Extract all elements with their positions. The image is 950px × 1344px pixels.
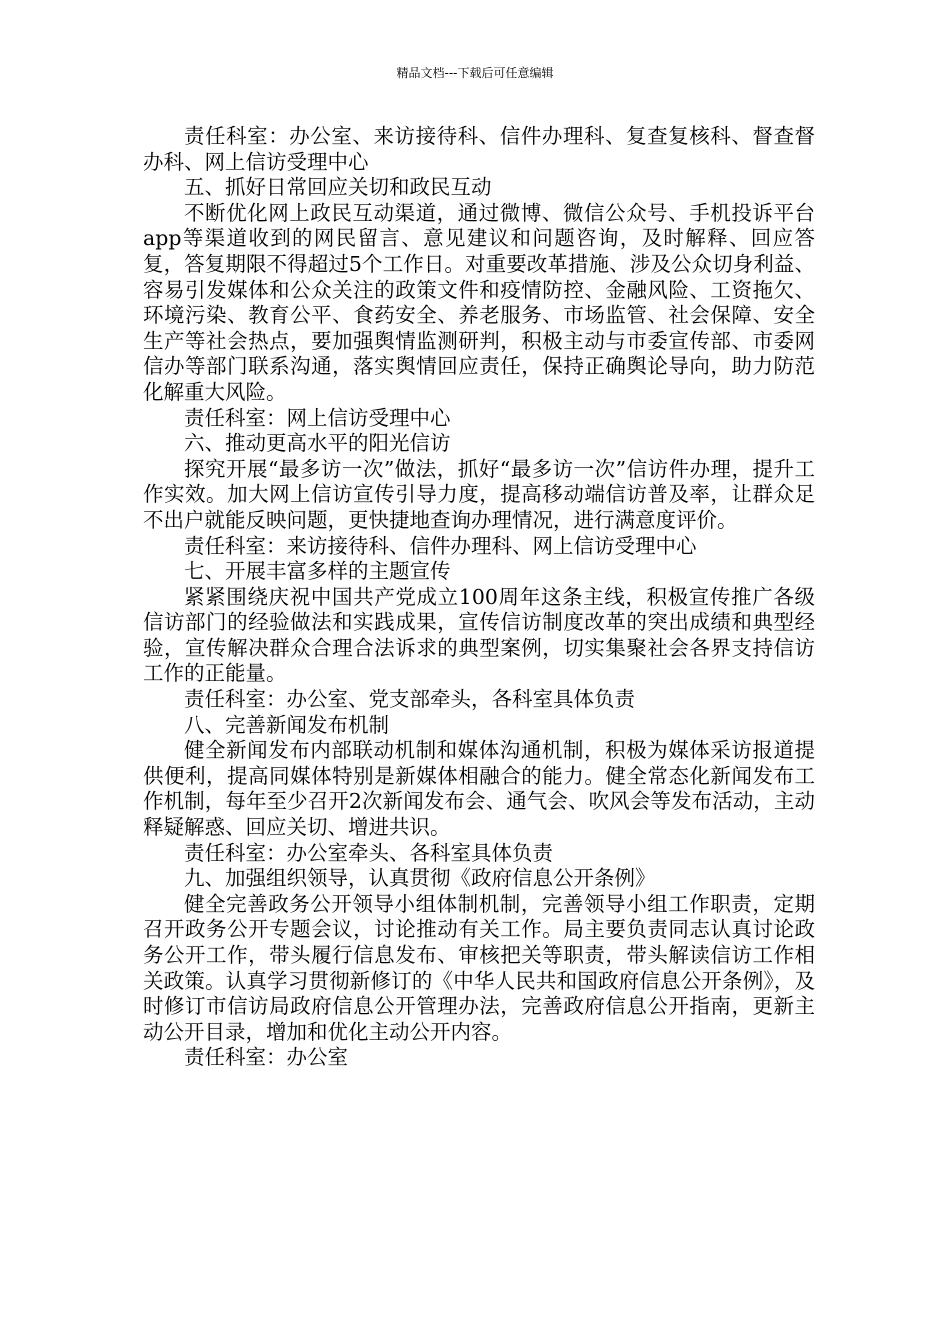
paragraph-responsibility-1: 责任科室：办公室、来访接待科、信件办理科、复查复核科、督查督办科、网上信访受理中心 bbox=[143, 124, 815, 174]
section-heading-9: 九、加强组织领导，认真贯彻《政府信息公开条例》 bbox=[184, 866, 656, 891]
section-heading-5: 五、抓好日常回应关切和政民互动 bbox=[184, 175, 492, 200]
paragraph-body-9: 健全完善政务公开领导小组体制机制，完善领导小组工作职责，定期召开政务公开专题会议，讨论推动有关工作。局主要负责同志认真讨论政务公开工作，带头履行信息发布、审核把关等职责，带头解读信访工作相关政策。认真学习贯彻新修订的《中华人民共和国政府信息公开条例》，及时修订市信访局政府信息公开管理办法，完善政府信息公开指南，更新主动公开目录，增加和优化主动公开内容。 bbox=[143, 891, 815, 1044]
paragraph-body-8: 健全新闻发布内部联动机制和媒体沟通机制，积极为媒体采访报道提供便利，提高同媒体特别是新媒体相融合的能力。健全常态化新闻发布工作机制，每年至少召开2次新闻发布会、通气会、吹风会等发布活动，主动释疑解惑、回应关切、增进共识。 bbox=[143, 738, 815, 840]
header-note: 精品文档---下载后可任意编辑 bbox=[396, 66, 554, 80]
paragraph-responsibility-9: 责任科室：办公室 bbox=[184, 1045, 348, 1070]
paragraph-body-6: 探究开展“最多访一次”做法，抓好“最多访一次”信访件办理，提升工作实效。加大网上信访宣传引导力度，提高移动端信访普及率，让群众足不出户就能反映问题，更快捷地查询办理情况，进行满意度评价。 bbox=[143, 456, 815, 532]
document-body bbox=[143, 124, 815, 1071]
paragraph-body-7: 紧紧围绕庆祝中国共产党成立100周年这条主线，积极宣传推广各级信访部门的经验做法和实践成果，宣传信访制度改革的突出成绩和典型经验，宣传解决群众合理合法诉求的典型案例，切实集聚社会各界支持信访工作的正能量。 bbox=[143, 584, 815, 686]
section-heading-7: 七、开展丰富多样的主题宣传 bbox=[184, 559, 451, 584]
paragraph-responsibility-5: 责任科室：网上信访受理中心 bbox=[184, 405, 451, 430]
paragraph-body-5: 不断优化网上政民互动渠道，通过微博、微信公众号、手机投诉平台app等渠道收到的网民留言、意见建议和问题咨询，及时解释、回应答复，答复期限不得超过5个工作日。对重要改革措施、涉及公众切身利益、容易引发媒体和公众关注的政策文件和疫情防控、金融风险、工资拖欠、环境污染、教育公平、食药安全、养老服务、市场监管、社会保障、安全生产等社会热点，要加强舆情监测研判，积极主动与市委宣传部、市委网信办等部门联系沟通，落实舆情回应责任，保持正确舆论导向，助力防范化解重大风险。 bbox=[143, 200, 815, 404]
paragraph-responsibility-8: 责任科室：办公室牵头、各科室具体负责 bbox=[184, 840, 553, 865]
section-heading-6: 六、推动更高水平的阳光信访 bbox=[184, 431, 451, 456]
section-heading-8: 八、完善新闻发布机制 bbox=[184, 712, 389, 737]
paragraph-responsibility-7: 责任科室：办公室、党支部牵头，各科室具体负责 bbox=[184, 687, 635, 712]
paragraph-responsibility-6: 责任科室：来访接待科、信件办理科、网上信访受理中心 bbox=[184, 533, 697, 558]
